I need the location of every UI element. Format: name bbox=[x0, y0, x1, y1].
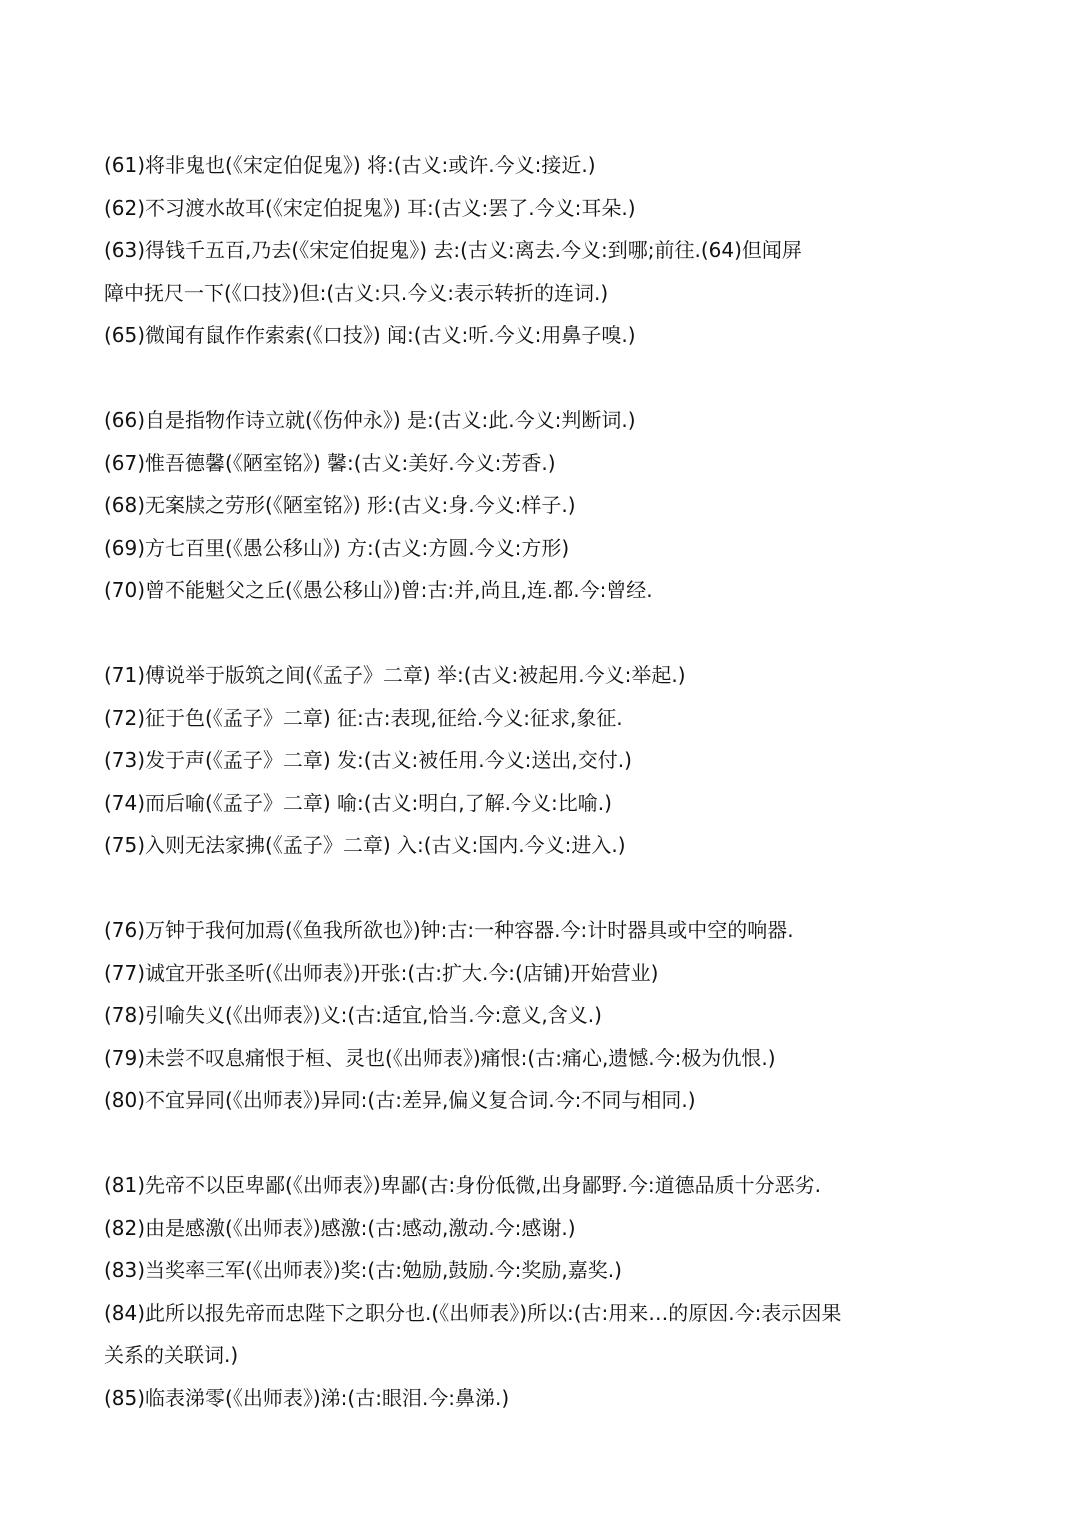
text-line: (72)征于色(《孟子》二章) 征:古:表现,征给.今义:征求,象征. bbox=[104, 705, 623, 730]
text-line: (74)而后喻(《孟子》二章) 喻:(古义:明白,了解.今义:比喻.) bbox=[104, 790, 612, 815]
text-line: (68)无案牍之劳形(《陋室铭》) 形:(古义:身.今义:样子.) bbox=[104, 493, 576, 517]
text-line: (77)诚宜开张圣听(《出师表》)开张:(古:扩大.今:(店铺)开始营业) bbox=[104, 960, 659, 985]
entry-group-71-75 bbox=[104, 654, 994, 867]
document-page bbox=[104, 144, 994, 1419]
text-line: (70)曾不能魁父之丘(《愚公移山》)曾:古:并,尚且,连.都.今:曾经. bbox=[104, 578, 653, 602]
text-line: (76)万钟于我何加焉(《鱼我所欲也》)钟:古:一种容器.今:计时器具或中空的响器. bbox=[104, 918, 794, 942]
text-line: (85)临表涕零(《出师表》)涕:(古:眼泪.今:鼻涕.) bbox=[104, 1385, 510, 1410]
text-line: (79)未尝不叹息痛恨于桓、灵也(《出师表》)痛恨:(古:痛心,遗憾.今:极为仇恨.) bbox=[104, 1045, 776, 1070]
text-line: (69)方七百里(《愚公移山》) 方:(古义:方圆.今义:方形) bbox=[104, 535, 570, 560]
text-line: (82)由是感激(《出师表》)感激:(古:感动,激动.今:感谢.) bbox=[104, 1215, 576, 1240]
text-line: (81)先帝不以臣卑鄙(《出师表》)卑鄙(古:身份低微,出身鄙野.今:道德品质十分恶劣. bbox=[104, 1173, 822, 1197]
text-line: (80)不宜异同(《出师表》)异同:(古:差异,偏义复合词.今:不同与相同.) bbox=[104, 1088, 696, 1112]
text-line: (78)引喻失义(《出师表》)义:(古:适宜,恰当.今:意义,含义.) bbox=[104, 1003, 602, 1027]
text-line: (62)不习渡水故耳(《宋定伯捉鬼》) 耳:(古义:罢了.今义:耳朵.) bbox=[104, 195, 636, 220]
text-line: (67)惟吾德馨(《陋室铭》) 馨:(古义:美好.今义:芳香.) bbox=[104, 450, 556, 475]
text-line: 关系的关联词.) bbox=[104, 1343, 239, 1367]
entry-group-66-70 bbox=[104, 399, 994, 612]
text-line: (75)入则无法家拂(《孟子》二章) 入:(古义:国内.今义:进入.) bbox=[104, 833, 626, 857]
entry-group-76-80 bbox=[104, 909, 994, 1122]
text-line: (66)自是指物作诗立就(《伤仲永》) 是:(古义:此.今义:判断词.) bbox=[104, 408, 636, 432]
text-line: (83)当奖率三军(《出师表》)奖:(古:勉励,鼓励.今:奖励,嘉奖.) bbox=[104, 1258, 622, 1282]
entry-group-81-85 bbox=[104, 1164, 994, 1419]
text-line: 障中抚尺一下(《口技》)但:(古义:只.今义:表示转折的连词.) bbox=[104, 280, 609, 305]
text-line: (61)将非鬼也(《宋定伯促鬼》) 将:(古义:或许.今义:接近.) bbox=[104, 153, 596, 177]
text-line: (84)此所以报先帝而忠陛下之职分也.(《出师表》)所以:(古:用来…的原因.今:表示因果 bbox=[104, 1300, 842, 1325]
text-line: (71)傅说举于版筑之间(《孟子》二章) 举:(古义:被起用.今义:举起.) bbox=[104, 663, 686, 687]
entry-group-61-65 bbox=[104, 144, 994, 357]
text-line: (65)微闻有鼠作作索索(《口技》) 闻:(古义:听.今义:用鼻子嗅.) bbox=[104, 323, 636, 347]
text-line: (73)发于声(《孟子》二章) 发:(古义:被任用.今义:送出,交付.) bbox=[104, 748, 632, 772]
text-line: (63)得钱千五百,乃去(《宋定伯捉鬼》) 去:(古义:离去.今义:到哪;前往.(64)但闻屏 bbox=[104, 238, 802, 262]
